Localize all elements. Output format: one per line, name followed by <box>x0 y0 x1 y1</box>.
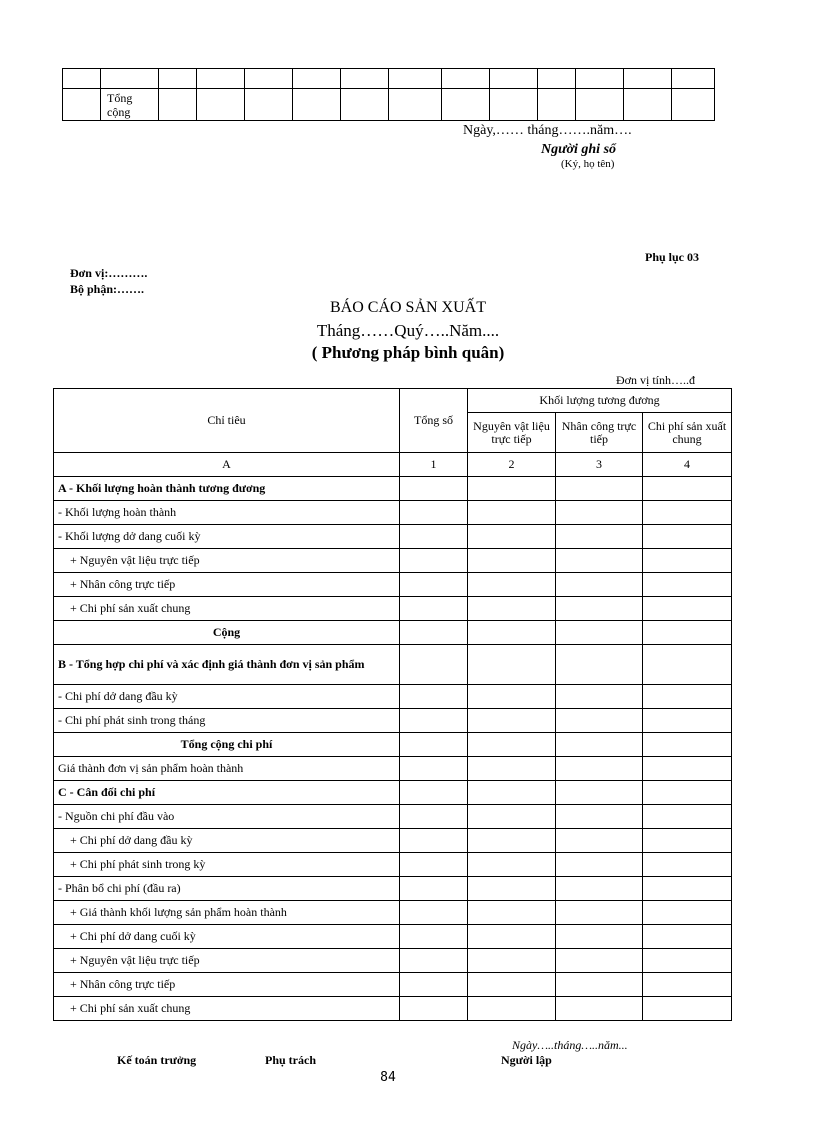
table-row <box>54 805 732 829</box>
row-label: + Nhân công trực tiếp <box>54 573 400 597</box>
col-equivalent-header: Khối lượng tương đương <box>468 389 732 413</box>
index-cell: A <box>54 453 400 477</box>
report-period: Tháng……Quý…..Năm.... <box>316 321 500 340</box>
table-row <box>54 549 732 573</box>
table-row <box>54 501 732 525</box>
index-row <box>54 453 732 477</box>
table-row <box>54 477 732 501</box>
signature-accountant: Kế toán trưởng <box>117 1053 197 1067</box>
table-row <box>54 853 732 877</box>
table-row <box>54 573 732 597</box>
row-label: + Giá thành khối lượng sản phẩm hoàn thành <box>54 901 400 925</box>
row-label: + Chi phí phát sinh trong kỳ <box>54 853 400 877</box>
row-label: + Nhân công trực tiếp <box>54 973 400 997</box>
row-label: - Phân bổ chi phí (đầu ra) <box>54 877 400 901</box>
table-row <box>54 973 732 997</box>
table-row <box>63 89 715 121</box>
row-label: Tổng cộng chi phí <box>54 733 400 757</box>
table-row <box>54 925 732 949</box>
row-label: + Chi phí sản xuất chung <box>54 597 400 621</box>
row-label: + Chi phí dở dang cuối kỳ <box>54 925 400 949</box>
row-label: - Chi phí phát sinh trong tháng <box>54 709 400 733</box>
row-label: + Nguyên vật liệu trực tiếp <box>54 549 400 573</box>
signature-manager: Phụ trách <box>265 1053 316 1067</box>
index-cell: 3 <box>556 453 643 477</box>
table-row <box>54 685 732 709</box>
department-field: Bộ phận:……. <box>70 282 145 296</box>
production-report-table <box>53 388 732 1021</box>
row-label: + Chi phí dở dang đầu kỳ <box>54 829 400 853</box>
table-row <box>54 525 732 549</box>
report-method: ( Phương pháp bình quân) <box>311 343 505 362</box>
index-cell: 4 <box>643 453 732 477</box>
previous-table-continuation <box>62 68 715 121</box>
row-label: - Khối lượng dở dang cuối kỳ <box>54 525 400 549</box>
col-materials-header: Nguyên vật liệu trực tiếp <box>468 413 556 453</box>
signoff-date: Ngày,…… tháng…….năm…. <box>463 123 632 138</box>
col-labor-header: Nhân công trực tiếp <box>556 413 643 453</box>
signoff-note: (Ký, họ tên) <box>561 158 615 170</box>
row-label: A - Khối lượng hoàn thành tương đương <box>54 477 400 501</box>
unit-field: Đơn vị:………. <box>70 266 148 280</box>
row-label: - Nguồn chi phí đầu vào <box>54 805 400 829</box>
table-row <box>63 69 715 89</box>
table-row <box>54 709 732 733</box>
index-cell: 2 <box>468 453 556 477</box>
footer-date: Ngày…..tháng…..năm... <box>512 1038 628 1052</box>
table-row <box>54 997 732 1021</box>
signoff-role: Người ghi sổ <box>541 142 617 157</box>
row-label: + Chi phí sản xuất chung <box>54 997 400 1021</box>
table-row <box>54 621 732 645</box>
page-number: 84 <box>380 1070 396 1085</box>
unit-of-measure: Đơn vị tính…..đ <box>616 373 696 387</box>
col-overhead-header: Chi phí sản xuất chung <box>643 413 732 453</box>
table-row <box>54 757 732 781</box>
row-label: Giá thành đơn vị sản phẩm hoàn thành <box>54 757 400 781</box>
appendix-label: Phụ lục 03 <box>645 250 700 264</box>
signature-preparer: Người lập <box>501 1053 552 1067</box>
row-label: - Chi phí dở dang đầu kỳ <box>54 685 400 709</box>
table-row <box>54 901 732 925</box>
table-row <box>54 597 732 621</box>
col-indicator-header: Chỉ tiêu <box>54 389 400 453</box>
row-label: C - Cân đối chi phí <box>54 781 400 805</box>
table-row <box>54 877 732 901</box>
report-title: BÁO CÁO SẢN XUẤT <box>329 299 486 316</box>
header-row <box>54 389 732 413</box>
table-row <box>54 781 732 805</box>
table-row <box>54 733 732 757</box>
row-label: B - Tổng hợp chi phí và xác định giá thành đơn vị sản phẩm <box>54 645 400 685</box>
col-total-header: Tổng số <box>400 389 468 453</box>
index-cell: 1 <box>400 453 468 477</box>
total-label: Tổng cộng <box>101 89 159 121</box>
table-row <box>54 645 732 685</box>
row-label: + Nguyên vật liệu trực tiếp <box>54 949 400 973</box>
row-label: Cộng <box>54 621 400 645</box>
table-row <box>54 949 732 973</box>
row-label: - Khối lượng hoàn thành <box>54 501 400 525</box>
table-row <box>54 829 732 853</box>
